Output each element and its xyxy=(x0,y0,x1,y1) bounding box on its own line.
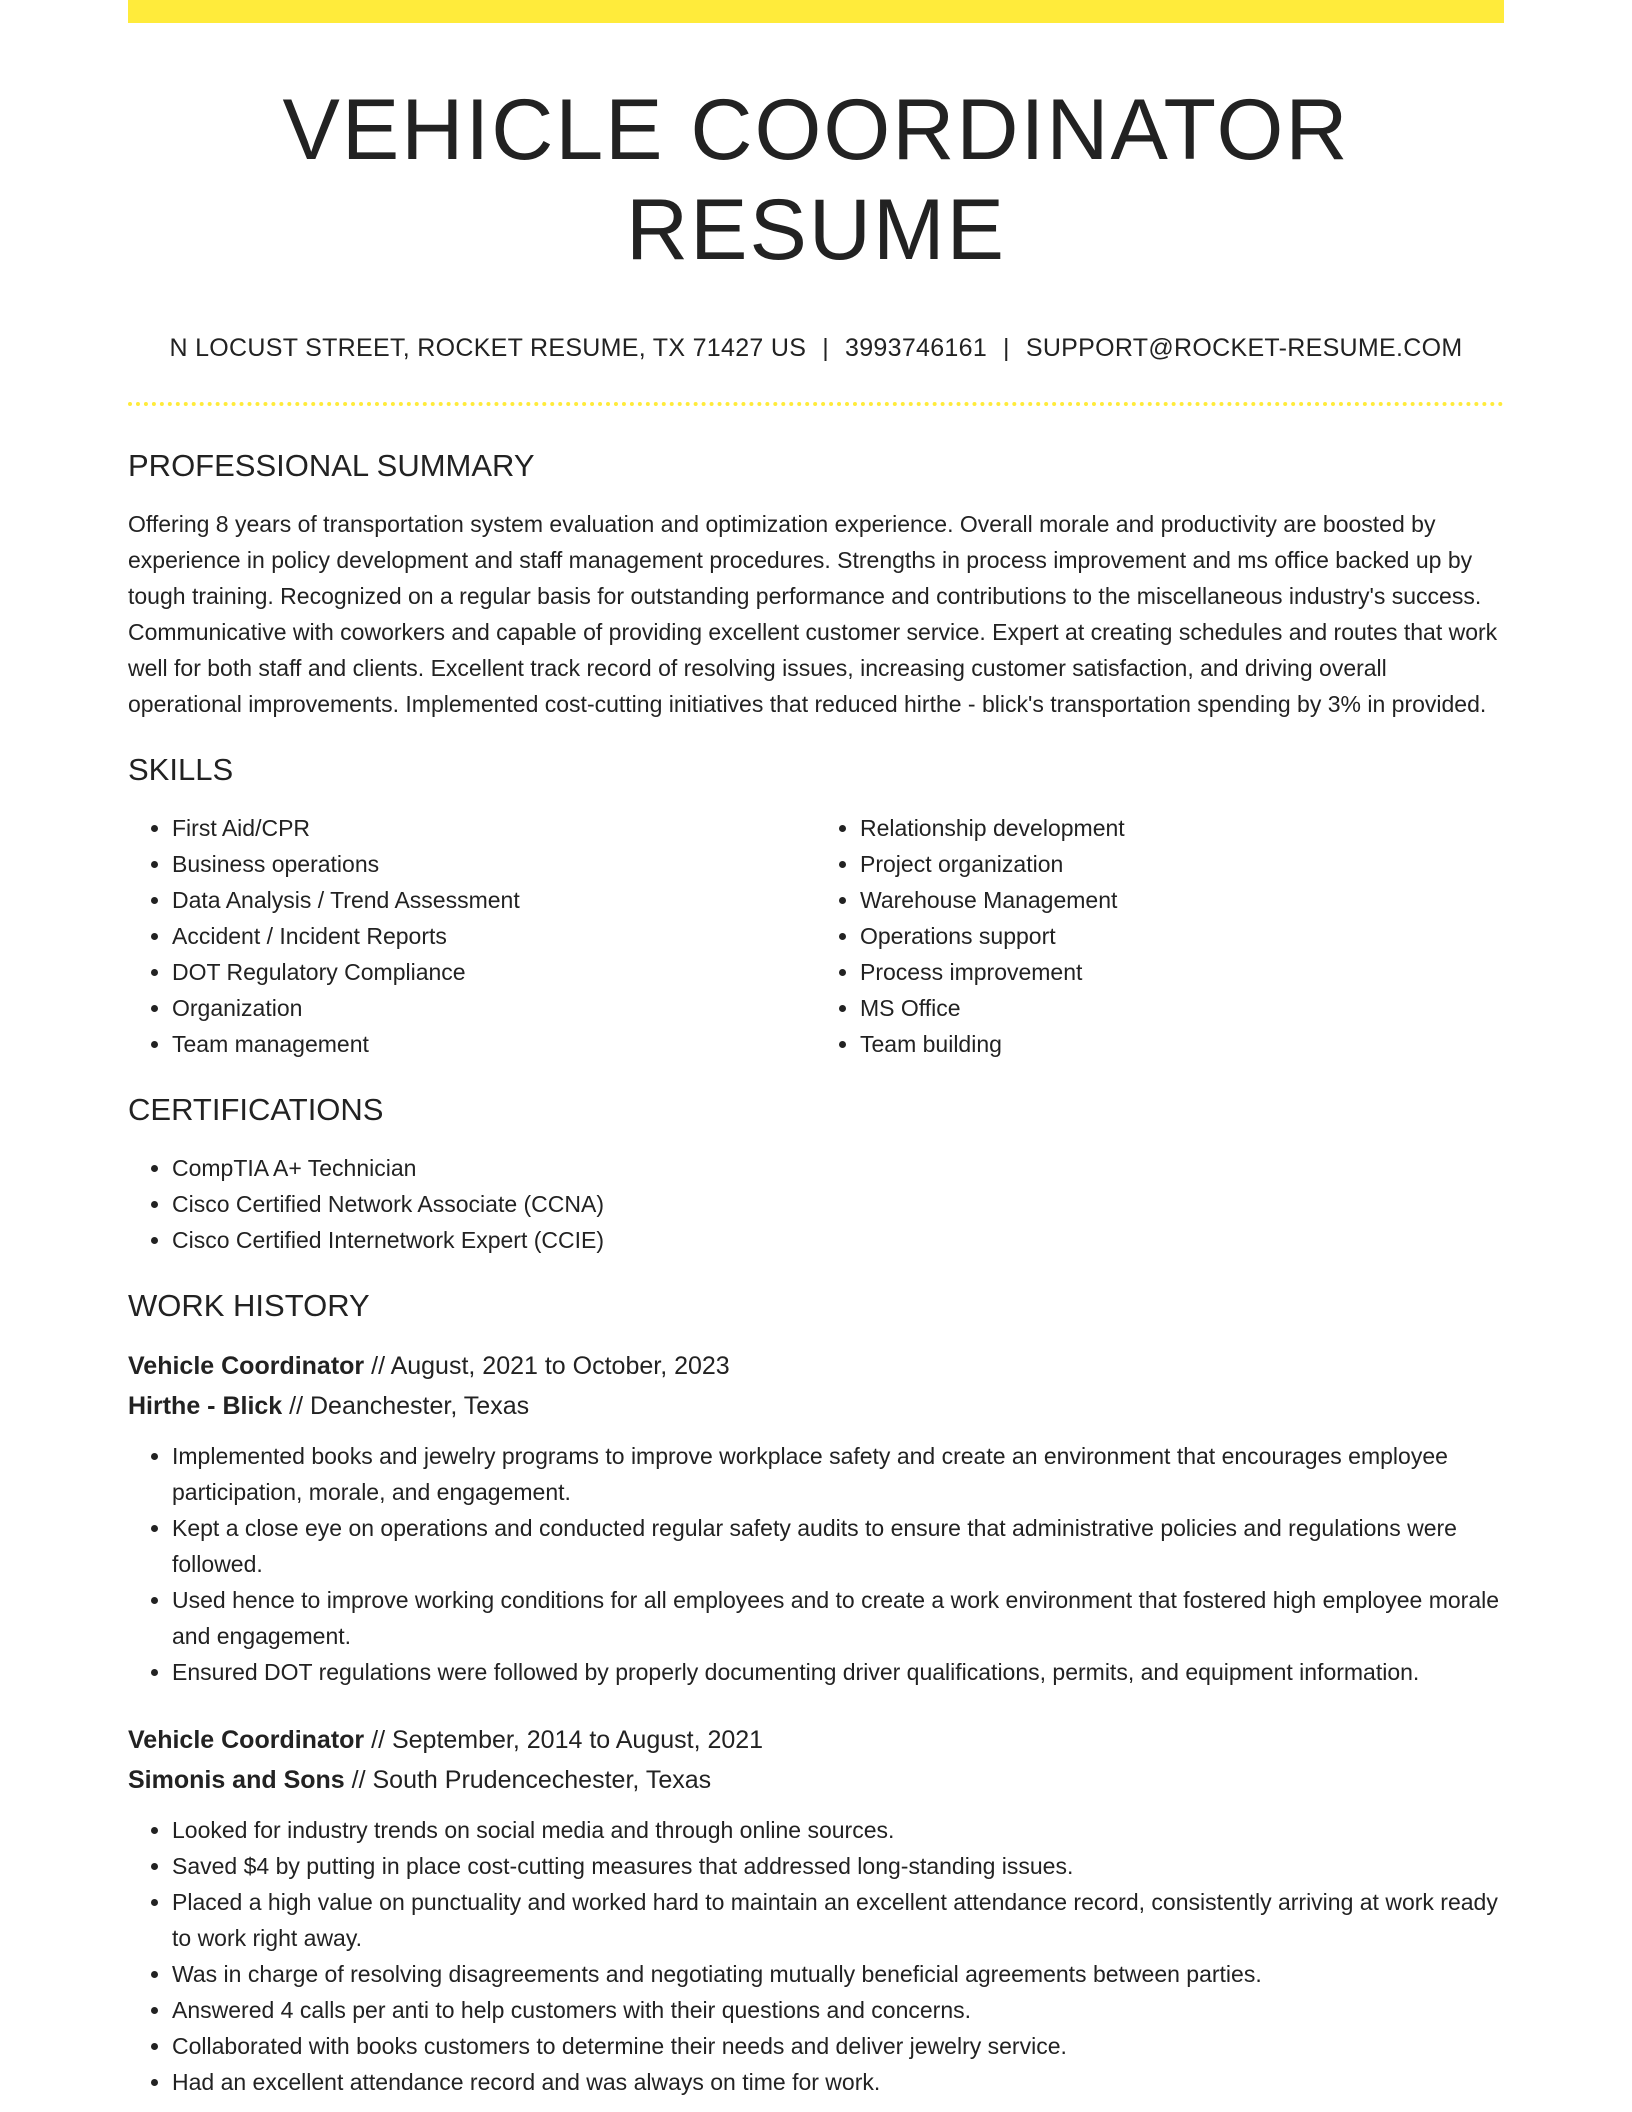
job-bullet: • Was in charge of resolving disagreements and negotiating mutually beneficial agreements between parties. xyxy=(172,1956,1504,1992)
skill-item: • DOT Regulatory Compliance xyxy=(172,954,816,990)
skill-item: • Warehouse Management xyxy=(860,882,1504,918)
job-company-line xyxy=(128,1386,1504,1426)
job-location: // South Prudencechester, Texas xyxy=(344,1766,712,1794)
certification-item: • Cisco Certified Internetwork Expert (CCIE) xyxy=(172,1222,1504,1258)
job-location: // Deanchester, Texas xyxy=(282,1392,530,1420)
certifications-heading: CERTIFICATIONS xyxy=(128,1092,384,1127)
job-bullet: • Placed a high value on punctuality and worked hard to maintain an excellent attendance record, consistently arriving at work ready to work right away. xyxy=(172,1884,1504,1956)
job-bullet: • Used hence to improve working conditions for all employees and to create a work environment that fostered high employee morale and engagement. xyxy=(172,1582,1504,1654)
certification-item: • Cisco Certified Network Associate (CCNA) xyxy=(172,1186,1504,1222)
job-bullet-list xyxy=(128,1812,1504,2100)
job-title-line xyxy=(128,1346,1504,1386)
job-title-line xyxy=(128,1720,1504,1760)
job-bullet: • Kept a close eye on operations and conducted regular safety audits to ensure that administrative policies and regulations were followed. xyxy=(172,1510,1504,1582)
dotted-divider xyxy=(128,402,1504,406)
summary-heading: PROFESSIONAL SUMMARY xyxy=(128,448,535,483)
skill-item: • First Aid/CPR xyxy=(172,810,816,846)
skill-item: • Operations support xyxy=(860,918,1504,954)
job-entry xyxy=(128,1346,1504,1690)
job-company: Hirthe - Blick xyxy=(128,1392,283,1420)
skills-grid xyxy=(128,810,1504,1062)
skill-item: • MS Office xyxy=(860,990,1504,1026)
contact-address: N LOCUST STREET, ROCKET RESUME, TX 71427 US xyxy=(169,334,807,362)
skill-item: • Accident / Incident Reports xyxy=(172,918,816,954)
job-role: Vehicle Coordinator xyxy=(128,1352,365,1380)
skill-item: • Process improvement xyxy=(860,954,1504,990)
job-bullet: • Answered 4 calls per anti to help customers with their questions and concerns. xyxy=(172,1992,1504,2028)
skill-item: • Data Analysis / Trend Assessment xyxy=(172,882,816,918)
contact-phone: 3993746161 xyxy=(845,334,988,362)
page-title: VEHICLE COORDINATOR RESUME xyxy=(282,82,1350,278)
certifications-list xyxy=(128,1150,1504,1258)
skill-item: • Organization xyxy=(172,990,816,1026)
skill-item: • Business operations xyxy=(172,846,816,882)
job-bullet: • Ensured DOT regulations were followed by properly documenting driver qualifications, permits, and equipment information. xyxy=(172,1654,1504,1690)
summary-text: Offering 8 years of transportation system evaluation and optimization experience. Overall morale and productivity are boosted by experience in policy development and staff management procedures. Strengths in process improvement and ms office backed up by tough training. Recognized on a regular basis for outstanding performance and contributions to the miscellaneous industry's success. Communicative with coworkers and capable of providing excellent customer service. Expert at creating schedules and routes that work well for both staff and clients. Excellent track record of resolving issues, increasing customer satisfaction, and driving overall operational improvements. Implemented cost-cutting initiatives that reduced hirthe - blick's transportation spending by 3% in provided. xyxy=(128,511,1498,717)
skills-left-list xyxy=(128,810,816,1062)
job-bullet: • Saved $4 by putting in place cost-cutting measures that addressed long-standing issues. xyxy=(172,1848,1504,1884)
skills-right-list xyxy=(816,810,1504,1062)
job-entry xyxy=(128,1720,1504,2100)
job-dates: // September, 2014 to August, 2021 xyxy=(364,1726,764,1754)
job-bullet: • Looked for industry trends on social media and through online sources. xyxy=(172,1812,1504,1848)
job-dates: // August, 2021 to October, 2023 xyxy=(364,1352,730,1380)
job-company: Simonis and Sons xyxy=(128,1766,345,1794)
skill-item: • Relationship development xyxy=(860,810,1504,846)
job-company-line xyxy=(128,1760,1504,1800)
resume-content xyxy=(128,0,1504,2100)
contact-line xyxy=(128,332,1504,364)
job-bullet: • Implemented books and jewelry programs to improve workplace safety and create an environment that encourages employee participation, morale, and engagement. xyxy=(172,1438,1504,1510)
skill-item: • Team building xyxy=(860,1026,1504,1062)
contact-separator: | xyxy=(1003,334,1010,362)
skill-item: • Team management xyxy=(172,1026,816,1062)
skill-item: • Project organization xyxy=(860,846,1504,882)
certification-item: • CompTIA A+ Technician xyxy=(172,1150,1504,1186)
job-bullet: • Had an excellent attendance record and was always on time for work. xyxy=(172,2064,1504,2100)
contact-separator: | xyxy=(822,334,829,362)
work-history-heading: WORK HISTORY xyxy=(128,1288,370,1323)
skills-heading: SKILLS xyxy=(128,752,234,787)
job-bullet: • Collaborated with books customers to determine their needs and deliver jewelry service. xyxy=(172,2028,1504,2064)
job-bullet-list xyxy=(128,1438,1504,1690)
job-role: Vehicle Coordinator xyxy=(128,1726,365,1754)
contact-email: SUPPORT@ROCKET-RESUME.COM xyxy=(1025,334,1463,362)
